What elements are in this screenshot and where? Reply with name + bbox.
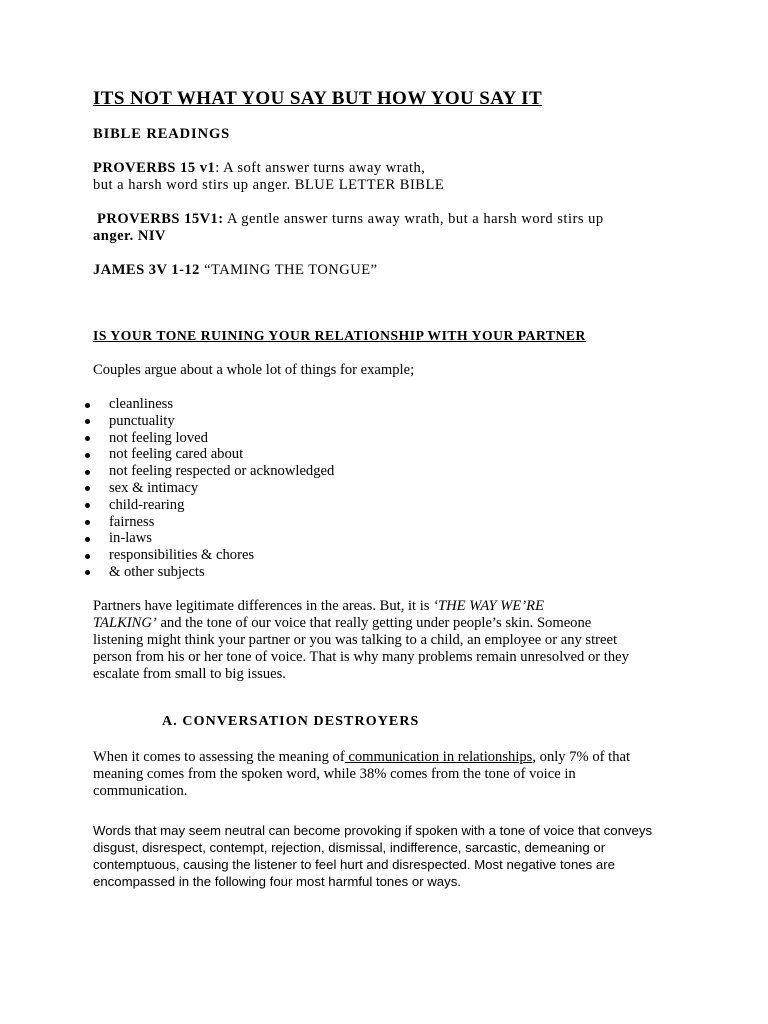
- tone-paragraph-emphasis: ‘THE WAY WE’RE: [433, 598, 544, 614]
- communication-paragraph-text: , only 7% of that: [532, 749, 631, 765]
- bullet-icon: [85, 436, 90, 441]
- communication-paragraph: [93, 749, 630, 800]
- bible-readings-heading: BIBLE READINGS: [93, 126, 231, 142]
- tone-intro: Couples argue about a whole lot of things for example;: [93, 362, 415, 378]
- list-item: [82, 430, 334, 447]
- proverbs-blb-line1: [93, 160, 425, 177]
- list-item-label: not feeling loved: [109, 429, 208, 446]
- list-item-label: responsibilities & chores: [109, 547, 255, 564]
- proverbs-blb-line2: but a harsh word stirs up anger. BLUE LETTER BIBLE: [93, 177, 445, 193]
- list-item-label: child-rearing: [109, 496, 185, 513]
- bullet-icon: [85, 453, 90, 458]
- proverbs-blb-reference: PROVERBS 15 v1: [93, 160, 216, 176]
- conversation-destroyers-heading: A. CONVERSATION DESTROYERS: [162, 714, 420, 729]
- bullet-icon: [85, 486, 90, 491]
- proverbs-niv-text: A gentle answer turns away wrath, but a harsh word stirs up: [223, 211, 604, 227]
- communication-in-relationships-link[interactable]: communication in relationships: [344, 749, 533, 765]
- harmful-tones-line: encompassed in the following four most harmful tones or ways.: [93, 874, 461, 889]
- tone-paragraph-line: person from his or her tone of voice. That is why many problems remain unresolved or they: [93, 649, 629, 665]
- communication-paragraph-text: When it comes to assessing the meaning of: [93, 749, 345, 765]
- list-item-label: punctuality: [109, 412, 175, 429]
- communication-paragraph-line: communication.: [93, 783, 188, 799]
- list-item-label: in-laws: [109, 530, 152, 547]
- james-title: “TAMING THE TONGUE”: [199, 262, 378, 278]
- argument-topics-list: [82, 396, 334, 581]
- bullet-icon: [85, 554, 90, 559]
- bullet-icon: [85, 470, 90, 475]
- proverbs-blb-text: : A soft answer turns away wrath,: [215, 160, 426, 176]
- tone-paragraph-line: escalate from small to big issues.: [93, 666, 286, 682]
- list-item: [82, 396, 334, 413]
- bullet-icon: [85, 570, 90, 575]
- bullet-icon: [85, 537, 90, 542]
- list-item: [82, 480, 334, 497]
- james-reference: JAMES 3V 1-12: [93, 262, 200, 278]
- list-item-label: fairness: [109, 513, 155, 530]
- list-item: [82, 413, 334, 430]
- bullet-icon: [85, 403, 90, 408]
- list-item-label: cleanliness: [109, 396, 174, 412]
- tone-paragraph-emphasis: TALKING’: [93, 615, 157, 631]
- list-item-label: sex & intimacy: [109, 479, 199, 496]
- proverbs-niv-line1: [93, 211, 604, 228]
- list-item: [82, 446, 334, 463]
- tone-paragraph-text: Partners have legitimate differences in the areas. But, it is: [93, 598, 434, 614]
- harmful-tones-line: Words that may seem neutral can become provoking if spoken with a tone of voice that conveys: [93, 823, 653, 838]
- tone-paragraph-line: [93, 615, 629, 632]
- tone-paragraph-line: [93, 598, 629, 615]
- bullet-icon: [85, 503, 90, 508]
- communication-paragraph-line: [93, 749, 630, 766]
- document-title: ITS NOT WHAT YOU SAY BUT HOW YOU SAY IT: [93, 88, 543, 109]
- tone-section-heading: IS YOUR TONE RUINING YOUR RELATIONSHIP WITH YOUR PARTNER: [93, 328, 586, 343]
- harmful-tones-line: disgust, disrespect, contempt, rejection, dismissal, indifference, sarcastic, demeaning or: [93, 840, 606, 855]
- tone-paragraph-line: listening might think your partner or you was talking to a child, an employee or any street: [93, 632, 618, 648]
- bullet-icon: [85, 419, 90, 424]
- list-item: [82, 497, 334, 514]
- bullet-icon: [85, 520, 90, 525]
- tone-paragraph: [93, 598, 629, 683]
- list-item-label: & other subjects: [109, 563, 205, 580]
- tone-paragraph-text: and the tone of our voice that really getting under people’s skin. Someone: [156, 615, 592, 631]
- list-item: [82, 463, 334, 480]
- james-reference-line: [93, 262, 378, 279]
- harmful-tones-paragraph: [93, 822, 652, 890]
- proverbs-niv-reference: PROVERBS 15V1:: [97, 211, 224, 227]
- list-item: [82, 564, 334, 581]
- proverbs-niv-line2: anger. NIV: [93, 228, 166, 244]
- list-item: [82, 547, 334, 564]
- communication-paragraph-line: meaning comes from the spoken word, while 38% comes from the tone of voice in: [93, 766, 576, 782]
- list-item: [82, 514, 334, 531]
- harmful-tones-line: contemptuous, causing the listener to feel hurt and disrespected. Most negative tones are: [93, 857, 615, 872]
- list-item-label: not feeling respected or acknowledged: [109, 463, 335, 480]
- list-item: [82, 530, 334, 547]
- list-item-label: not feeling cared about: [109, 446, 244, 463]
